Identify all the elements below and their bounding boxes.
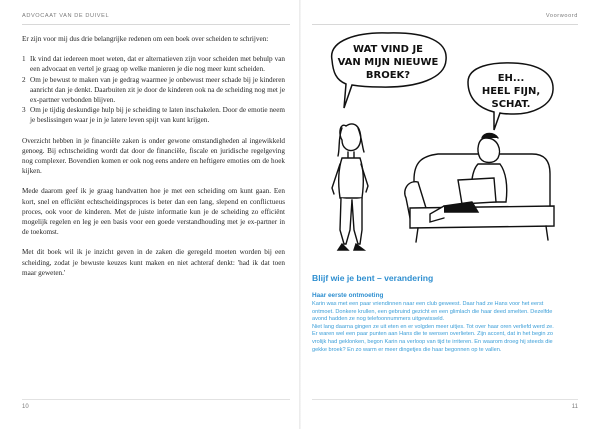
- footer-rule-left: [22, 399, 290, 400]
- left-page-body: [22, 34, 285, 288]
- speech-bubble-man: [468, 63, 553, 130]
- running-head-right: Voorwoord: [545, 13, 578, 19]
- list-number: 1: [22, 55, 26, 64]
- bubble-woman-line: BROEK?: [365, 70, 411, 81]
- reasons-list: [22, 54, 285, 125]
- bubble-man-line: HEEL FIJN,: [481, 86, 541, 97]
- book-gutter: [299, 0, 301, 429]
- body-paragraph: Mede daarom geef ik je graag handvatten hoe je met een scheiding om kunt gaan. Een kort, snel en efficiënt echtscheidingsproces is beter dan een lang, slepend en conflictueus proces, ook voor de kinderen. Met de juiste informatie kun je de scheiding zo efficiënt mogelijk regelen en leg je een basis voor een goede verstandhouding met je ex-partner in de toekomst.: [22, 187, 285, 237]
- bubble-man-line: EH...: [497, 73, 525, 84]
- right-page-section: [312, 273, 564, 354]
- list-text: Om je bewust te maken van je gedrag waarmee je onbewust meer schade bij je kinderen aanricht dan je denkt. Daarbuiten zit je door de kinderen ook na de scheiding nog met je ex-partner verbonden blijven.: [30, 75, 285, 105]
- subheading: Haar eerste ontmoeting: [312, 292, 384, 299]
- bubble-man-line: SCHAT.: [491, 99, 531, 110]
- story-paragraph: Niet lang daarna gingen ze uit eten en er volgden meer uitjes. Tot over haar oren verliefd werd ze.: [312, 323, 554, 330]
- story-paragraph: Karin was met een paar vriendinnen naar een club geweest. Daar had ze Hans voor het eerst ontmoet. Donkere krullen, een gebruind gezicht en een glimlach die haar deed smelten. Dezelfde avond hadden ze nog telefoonnummers uitgewisseld.: [312, 301, 553, 323]
- cartoon-illustration: [318, 30, 558, 265]
- page-number-right: 11: [571, 404, 578, 410]
- list-text: Ik vind dat iedereen moet weten, dat er alternatieven zijn voor scheiden met behulp van een advocaat en vertel je graag op welke manieren je die nog meer kunt scheiden.: [30, 55, 285, 74]
- header-rule-left: [22, 24, 290, 25]
- list-item: [22, 105, 285, 125]
- list-item: [22, 54, 285, 74]
- list-text: Om je tijdig deskundige hulp bij je scheiding te laten inschakelen. Door de emotie neem je beslissingen waar je in je latere leven spijt van kunt krijgen.: [30, 106, 285, 125]
- intro-paragraph: Er zijn voor mij dus drie belangrijke redenen om een boek over scheiden te schrijven:: [22, 35, 269, 43]
- list-number: 3: [22, 106, 26, 115]
- bubble-woman-line: VAN MIJN NIEUWE: [337, 57, 439, 68]
- header-rule-right: [312, 24, 578, 25]
- story-paragraph: Er waren wel een paar punten aan Hans die te wensen overlieten. Zijn accent, dat in het begin zo vrolijk had geklonken, begon Karin na verloop van tijd te irriteren. En waarom droeg hij steeds die gekke broek? En zo warm er meer dingetjes die haar begonnen op te vallen.: [312, 331, 553, 353]
- list-number: 2: [22, 75, 26, 84]
- bubble-woman-line: WAT VIND JE: [352, 44, 424, 55]
- speech-bubble-woman: [332, 33, 446, 108]
- section-title: Blijf wie je bent – verandering: [312, 273, 434, 283]
- woman-figure: [332, 124, 368, 250]
- page-number-left: 10: [22, 404, 29, 410]
- footer-rule-right: [312, 399, 578, 400]
- body-paragraph: Overzicht hebben in je financiële zaken is onder gewone omstandigheden al ingewikkeld genoeg. Bij echtscheiding wordt dat door de financiële, fiscale en juridische regelgeving nog complexer. Bovendien komen er ook nog eens andere en heftigere emoties om de hoek kijken.: [22, 136, 285, 176]
- body-paragraph: Met dit boek wil ik je inzicht geven in de zaken die geregeld moeten worden bij een scheiding, zodat je bewuste keuzes kunt maken en niet achteraf denkt: 'had ik dat toen maar geweten.': [22, 248, 285, 277]
- list-item: [22, 75, 285, 106]
- running-head-left: ADVOCAAT VAN DE DUIVEL: [22, 13, 110, 19]
